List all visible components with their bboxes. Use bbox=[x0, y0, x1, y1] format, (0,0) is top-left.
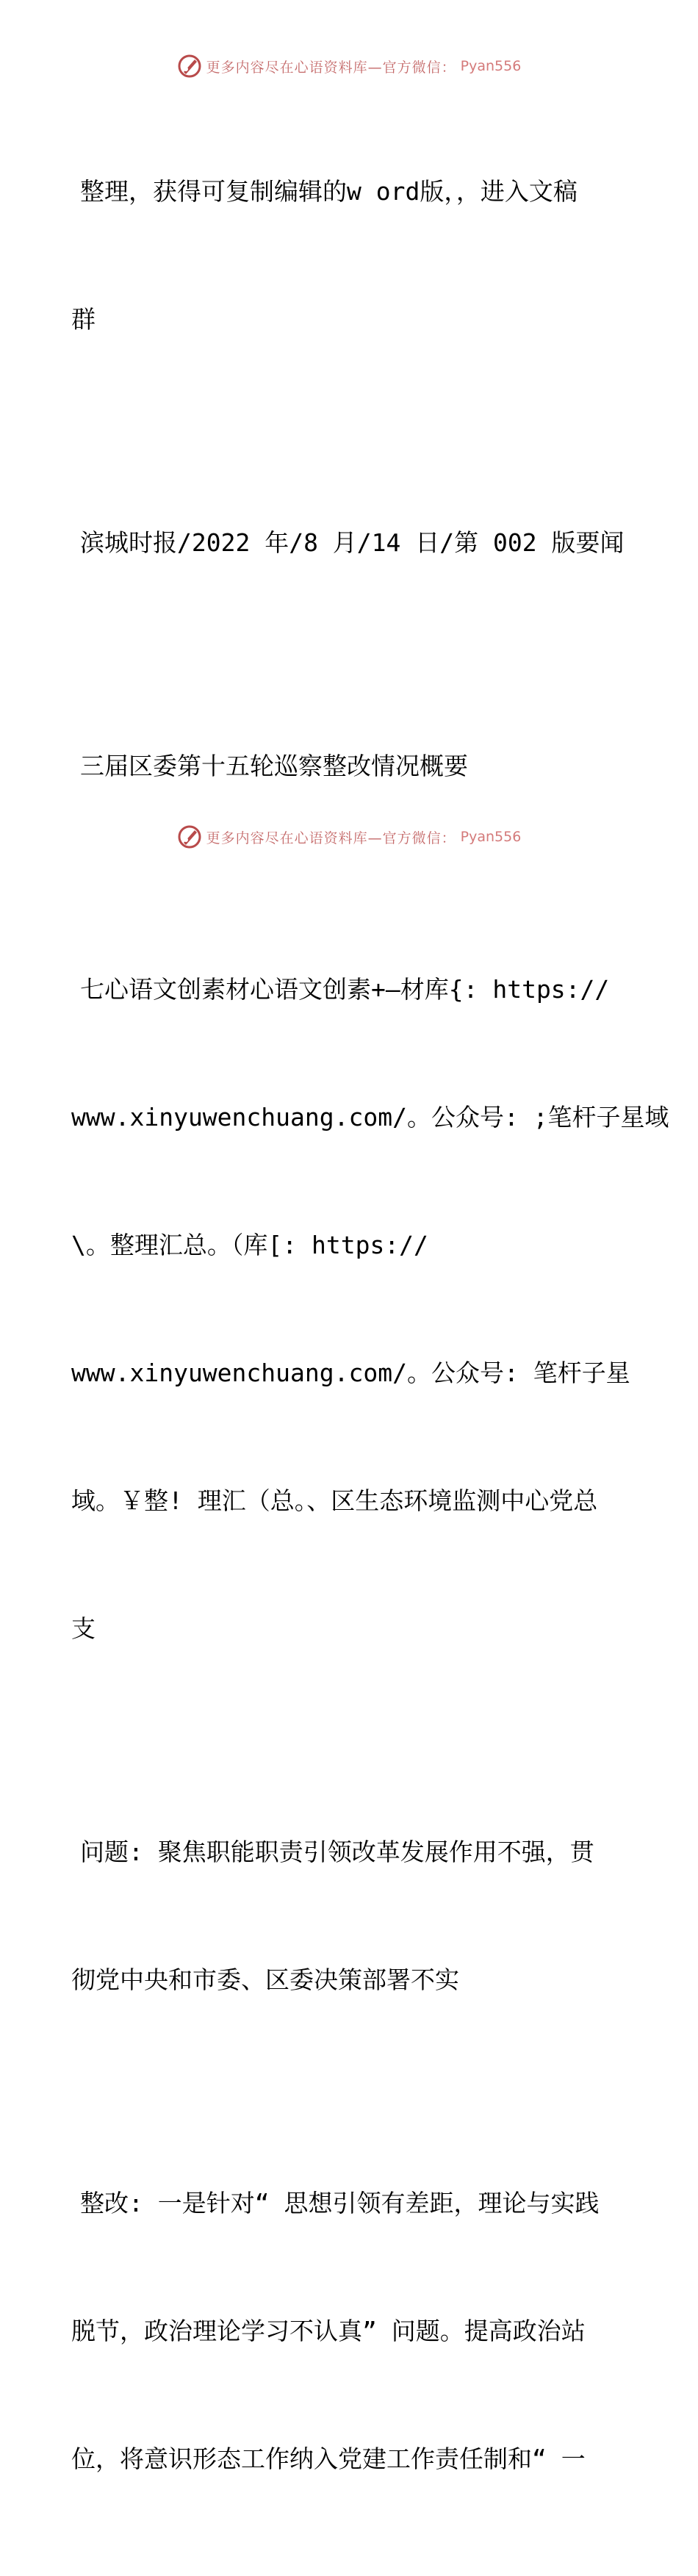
pen-seal-icon bbox=[177, 54, 202, 79]
paragraph-intro bbox=[71, 85, 630, 426]
paragraph-watermark-text bbox=[71, 883, 669, 1735]
banner-wechat-id: Pyan556 bbox=[460, 58, 522, 74]
text-line: 整改: 一是针对“ 思想引领有差距，理论与实践 bbox=[80, 2189, 600, 2217]
text-line: 域。￥整! 理汇（总。、区生态环境监测中心党总 bbox=[71, 1486, 598, 1515]
text-line: 问题: 聚焦职能职责引领改革发展作用不强，贯 bbox=[80, 1838, 594, 1866]
paragraph-problem bbox=[71, 1746, 630, 2087]
article-title: 三届区委第十五轮巡察整改情况概要 bbox=[80, 752, 468, 780]
banner-wechat-id: Pyan556 bbox=[460, 829, 522, 845]
header-watermark bbox=[0, 51, 698, 81]
text-line: 脱节，政治理论学习不认真” 问题。提高政治站 bbox=[71, 2317, 586, 2345]
text-line: 群 bbox=[71, 305, 96, 334]
pen-seal-icon bbox=[177, 824, 202, 849]
text-line: 整理，获得可复制编辑的w ord版，，进入文稿 bbox=[80, 177, 578, 206]
text-line: 支 bbox=[71, 1614, 96, 1643]
document-body bbox=[71, 85, 669, 2576]
paragraph-source bbox=[71, 436, 630, 650]
text-line: 位，将意识形态工作纳入党建工作责任制和“ 一 bbox=[71, 2444, 586, 2473]
text-line: \。整理汇总。（库[: https:// bbox=[71, 1231, 428, 1259]
text-line: 彻党中央和市委、区委决策部署不实 bbox=[71, 1965, 459, 1994]
banner-text: 更多内容尽在心语资料库—官方微信： bbox=[206, 59, 456, 76]
banner-text: 更多内容尽在心语资料库—官方微信： bbox=[206, 830, 456, 846]
paragraph-rectification bbox=[71, 2097, 630, 2566]
text-line: www.xinyuwenchuang.com/。公众号: ;笔杆子星域 bbox=[71, 1103, 669, 1132]
text-line: 七心语文创素材心语文创素+—材库{: https:// bbox=[80, 975, 610, 1004]
text-line: 滨城时报/2022 年/8 月/14 日/第 002 版要闻 bbox=[80, 528, 625, 557]
text-line: www.xinyuwenchuang.com/。公众号: 笔杆子星 bbox=[71, 1359, 630, 1387]
footer-watermark bbox=[0, 822, 698, 852]
